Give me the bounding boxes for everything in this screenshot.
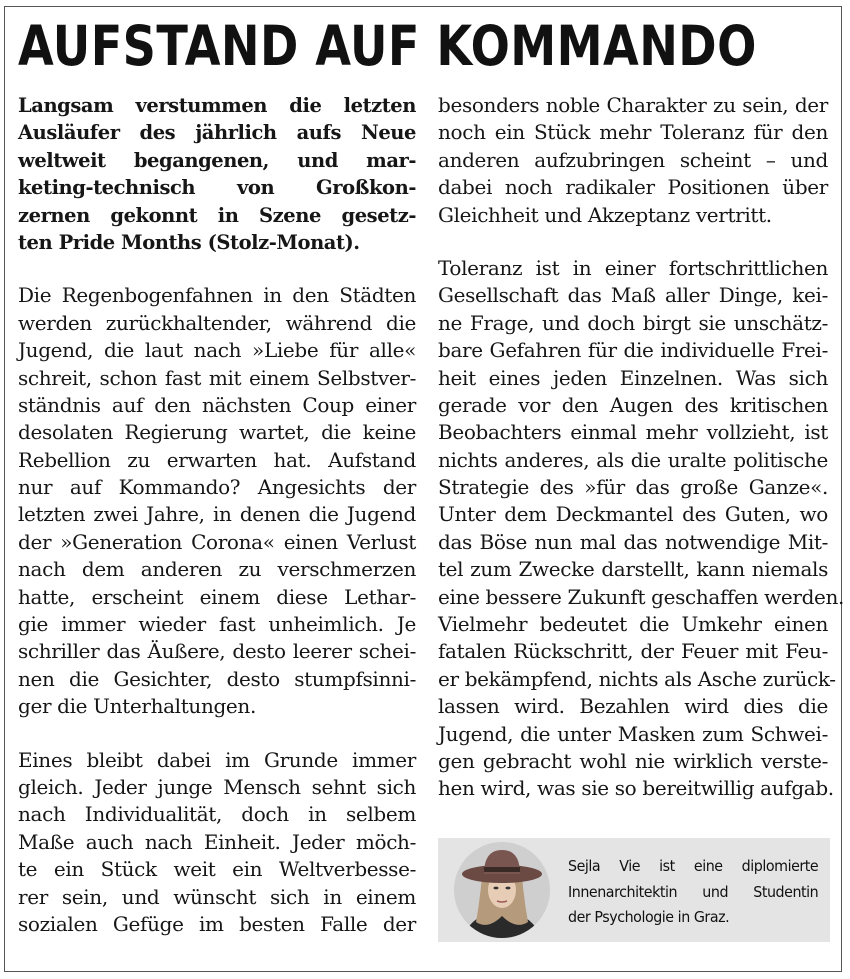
- left-column: [18, 92, 416, 938]
- text-line: Gleichheit und Akzeptanz vertritt.: [438, 202, 772, 227]
- body-paragraph-3: [438, 92, 828, 229]
- text-line: noch ein Stück mehr Toleranz für den: [438, 120, 828, 145]
- bio-line: Sejla Vie ist eine diplomierte: [568, 857, 819, 875]
- text-line: letzten zwei Jahre, in denen die Jugend: [18, 502, 416, 527]
- author-bio-box: [438, 838, 830, 942]
- text-line: gen gebracht wohl nie wirklich verste-: [438, 748, 828, 773]
- bio-line: der Psychologie in Graz.: [568, 908, 730, 926]
- bio-line: Innenarchitektin und Studentin: [568, 882, 819, 901]
- text-line: ständnis auf den nächsten Coup einer: [18, 392, 416, 417]
- text-line: nach Individualität, doch in selbem: [18, 802, 416, 827]
- text-line: eine bessere Zukunft geschaffen werden.: [438, 584, 845, 609]
- text-line: Beobachters einmal mehr vollzieht, ist: [438, 420, 828, 445]
- text-line: Gesellschaft das Maß aller Dinge, kei-: [438, 283, 828, 308]
- author-bio: [568, 854, 820, 931]
- text-line: Unter dem Deckmantel des Guten, wo: [438, 502, 828, 527]
- body-paragraph-2: [18, 747, 416, 939]
- text-line: gleich. Jeder junge Mensch sehnt sich: [18, 774, 416, 799]
- text-line: heit eines jeden Einzelnen. Was sich: [438, 365, 828, 390]
- lead-paragraph: [18, 92, 416, 256]
- text-line: er bekämpfend, nichts als Asche zurück-: [438, 666, 836, 691]
- lead-line: weltweit begangenen, und mar-: [18, 148, 416, 172]
- text-line: lassen wird. Bezahlen wird dies die: [438, 694, 828, 719]
- text-line: schreit, schon fast mit einem Selbstver-: [18, 365, 416, 390]
- lead-line: ten Pride Months (Stolz-Monat).: [18, 230, 360, 254]
- text-line: tel zum Zwecke darstellt, kann niemals: [438, 557, 828, 582]
- headline: AUFSTAND AUF KOMMANDO: [18, 14, 757, 78]
- text-line: ger die Unterhaltungen.: [18, 694, 256, 719]
- text-line: Vielmehr bedeutet die Umkehr einen: [438, 612, 828, 637]
- text-line: rer sein, und wünscht sich in einem: [18, 884, 416, 909]
- text-line: nen die Gesichter, desto stumpfsinni-: [18, 666, 416, 691]
- text-line: schriller das Äußere, desto leerer schei-: [18, 639, 416, 664]
- text-line: nichts anderes, als die uralte politische: [438, 447, 828, 472]
- author-portrait-icon: [452, 840, 552, 940]
- text-line: Toleranz ist in einer fortschrittlichen: [438, 255, 828, 280]
- text-line: das Böse nun mal das notwendige Mit-: [438, 529, 828, 554]
- text-line: bare Gefahren für die individuelle Frei-: [438, 338, 828, 363]
- text-line: gie immer wieder fast unheimlich. Je: [18, 612, 416, 637]
- lead-line: zernen gekonnt in Szene gesetz-: [18, 203, 416, 227]
- text-line: gerade vor den Augen des kritischen: [438, 392, 828, 417]
- text-line: hen wird, was sie so bereitwillig aufgab.: [438, 776, 834, 801]
- lead-line: Langsam verstummen die letzten: [18, 94, 416, 117]
- body-paragraph-1: [18, 282, 416, 720]
- text-line: nach dem anderen zu verschmerzen: [18, 557, 416, 582]
- text-line: besonders noble Charakter zu sein, der: [438, 93, 828, 117]
- text-line: Rebellion zu erwarten hat. Aufstand: [18, 447, 416, 472]
- text-line: Eines bleibt dabei im Grunde immer: [18, 747, 416, 772]
- text-line: fatalen Rückschritt, der Feuer mit Feu-: [438, 639, 828, 664]
- text-line: anderen aufzubringen scheint – und: [438, 147, 828, 172]
- text-line: dabei noch radikaler Positionen über: [438, 175, 828, 200]
- text-line: werden zurückhaltender, während die: [18, 310, 416, 335]
- lead-line: keting-technisch von Großkon-: [18, 176, 416, 200]
- lead-line: Ausläufer des jährlich aufs Neue: [18, 121, 416, 145]
- text-line: nur auf Kommando? Angesichts der: [18, 475, 416, 500]
- text-line: ne Frage, und doch birgt sie unschätz-: [438, 310, 828, 335]
- text-line: sozialen Gefüge im besten Falle der: [18, 911, 416, 936]
- text-line: desolaten Regierung wartet, die keine: [18, 420, 416, 445]
- text-line: Jugend, die unter Masken zum Schwei-: [438, 721, 828, 746]
- right-column: [438, 92, 845, 803]
- text-line: Maße auch nach Einheit. Jeder möch-: [18, 829, 416, 854]
- text-line: der »Generation Corona« einen Verlust: [18, 529, 416, 554]
- text-line: Strategie des »für das große Ganze«.: [438, 475, 828, 500]
- text-line: te ein Stück weit ein Weltverbesse-: [18, 857, 416, 882]
- text-line: Die Regenbogenfahnen in den Städten: [18, 283, 416, 308]
- body-paragraph-4: [438, 255, 845, 803]
- text-line: hatte, erscheint einem diese Lethar-: [18, 584, 416, 609]
- text-line: Jugend, die laut nach »Liebe für alle«: [18, 338, 416, 363]
